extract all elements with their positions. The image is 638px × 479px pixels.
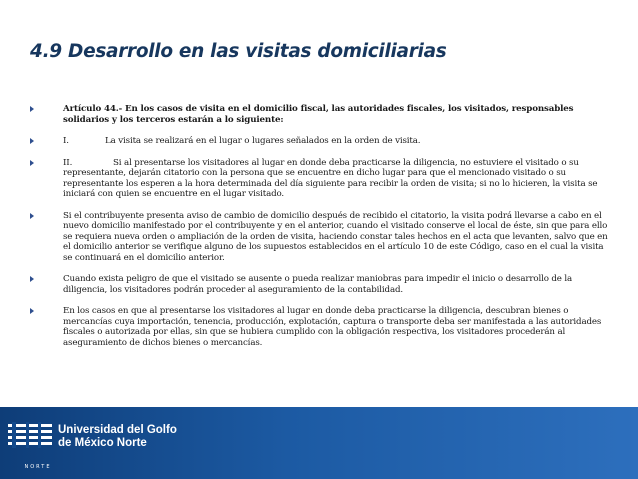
item-text: En los casos en que al presentarse los visitadores al lugar en donde deba practicarse la diligencia, descubran bienes o mercancías cuya importación, tenencia, producción, explotación, captura o transporte deba ser manifestada a las autoridades fiscales o autorizada por ellas, sin que se hubiera cumplido con la obligación respectiva, los visitadores procederán al aseguramiento de dichos bienes o mercancías. bbox=[63, 306, 602, 348]
university-logo bbox=[8, 420, 52, 470]
list-item bbox=[30, 158, 610, 200]
item-number: I. bbox=[63, 136, 69, 146]
university-line2: de México Norte bbox=[58, 437, 147, 449]
footer-banner bbox=[0, 407, 638, 479]
article-text: Artículo 44.- En los casos de visita en el domicilio fiscal, las autoridades fiscales, los visitados, responsables solidarios y los terceros estarán a lo siguiente: bbox=[63, 104, 574, 125]
arrow-bullet-icon bbox=[30, 138, 34, 144]
arrow-bullet-icon bbox=[30, 106, 34, 112]
list-item bbox=[30, 306, 610, 348]
list-item bbox=[30, 274, 610, 295]
item-text: Si al presentarse los visitadores al lugar en donde deba practicarse la diligencia, no estuviere el visitado o su representante, dejarán citatorio con la persona que se encuentre en dicho lugar para que el mencionado visitado o su representante los esperen a la hora determinada del día siguiente para recibir la orden de visita; si no lo hicieren, la visita se iniciará con quien se encuentre en el lugar visitado. bbox=[63, 157, 598, 199]
arrow-bullet-icon bbox=[30, 213, 34, 219]
list-item bbox=[30, 136, 610, 147]
arrow-bullet-icon bbox=[30, 308, 34, 314]
list-item bbox=[30, 211, 610, 264]
slide-title: 4.9 Desarrollo en las visitas domiciliarias bbox=[30, 41, 447, 62]
ugm-logo-icon bbox=[8, 420, 52, 452]
bullet-list bbox=[30, 104, 610, 356]
arrow-bullet-icon bbox=[30, 160, 34, 166]
item-text: La visita se realizará en el lugar o lugares señalados en la orden de visita. bbox=[105, 136, 421, 146]
university-line1: Universidad del Golfo bbox=[58, 424, 177, 436]
list-item bbox=[30, 104, 610, 125]
item-text: Si el contribuyente presenta aviso de cambio de domicilio después de recibido el citatorio, la visita podrá llevarse a cabo en el nuevo domicilio manifestado por el contribuyente y en el anterior, cuando el visitado conserve el local de éste, sin que para ello se requiera nueva orden o ampliación de la orden de visita, haciendo constar tales hechos en el acta que levanten, salvo que en el domicilio anterior se verifique alguno de los supuestos establecidos en el artículo 10 de este Código, caso en el cual la visita se continuará en el domicilio anterior. bbox=[63, 210, 608, 263]
item-number: II. bbox=[63, 157, 73, 168]
university-name bbox=[58, 424, 177, 450]
item-text: Cuando exista peligro de que el visitado se ausente o pueda realizar maniobras para impedir el inicio o desarrollo de la diligencia, los visitadores podrán proceder al aseguramiento de la contabilidad. bbox=[63, 274, 573, 295]
arrow-bullet-icon bbox=[30, 276, 34, 282]
logo-subtext: NORTE bbox=[24, 464, 52, 470]
